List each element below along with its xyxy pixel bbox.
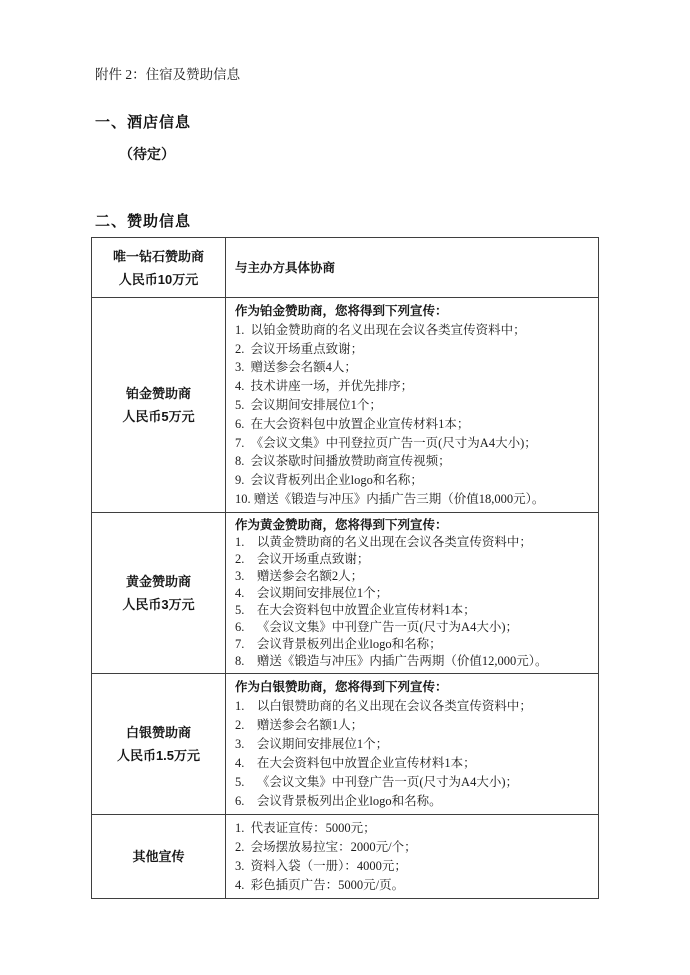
benefit-item: 7. 会议背景板列出企业logo和名称； [235,636,442,651]
detail-cell-other [226,814,599,898]
benefit-item: 2. 赠送参会名额1人； [235,717,364,732]
benefit-item: 10. 赠送《锻造与冲压》内插广告三期（价值18,000元）。 [235,491,545,506]
benefit-item: 2. 会议开场重点致谢； [235,341,364,356]
tier-name: 其他宣传 [132,848,185,864]
hotel-status-text: （待定） [119,146,175,162]
tier-cell-other [92,814,226,898]
detail-cell-silver [226,673,599,814]
attachment-title: 附件 2：住宿及赞助信息 [95,67,241,82]
table-row-gold [92,512,599,673]
tier-name: 白银赞助商 [125,724,191,740]
tier-cell-diamond [92,238,226,298]
sponsorship-table [91,237,599,899]
tier-name: 铂金赞助商 [125,385,191,401]
benefit-item: 1. 以铂金赞助商的名义出现在会议各类宣传资料中； [235,322,526,337]
table-row-silver [92,673,599,814]
tier-price: 人民币3万元 [122,596,195,612]
hotel-section-heading: 一、酒店信息 [95,114,192,131]
detail-cell-diamond [226,238,599,298]
benefit-item: 3. 赠送参会名额4人； [235,360,357,375]
benefit-item: 4. 在大会资料包中放置企业宣传材料1本； [235,755,476,770]
benefit-item: 4. 会议期间安排展位1个； [235,585,389,600]
benefit-header: 作为铂金赞助商，您将得到下列宣传： [235,304,448,318]
benefit-item: 2. 会场摆放易拉宝：2000元/个； [235,839,417,854]
benefit-item: 3. 会议期间安排展位1个； [235,736,389,751]
benefit-item: 3. 资料入袋（一册）：4000元； [235,858,407,873]
benefit-item: 5. 《会议文集》中刊登广告一页(尺寸为A4大小)； [235,774,518,789]
benefit-item: 6. 会议背景板列出企业logo和名称。 [235,793,442,808]
benefit-item: 1. 以黄金赞助商的名义出现在会议各类宣传资料中； [235,534,532,549]
tier-name: 黄金赞助商 [125,573,191,589]
benefit-item: 9. 会议背板列出企业logo和名称； [235,473,423,488]
benefit-item: 5. 在大会资料包中放置企业宣传材料1本； [235,602,476,617]
benefit-item: 1. 以白银赞助商的名义出现在会议各类宣传资料中； [235,698,532,713]
detail-cell-platinum [226,298,599,513]
tier-price: 人民币5万元 [122,408,195,424]
benefit-item: 2. 会议开场重点致谢； [235,551,370,566]
tier-name: 唯一钻石赞助商 [112,248,204,264]
benefit-item: 5. 会议期间安排展位1个； [235,397,382,412]
benefit-item: 3. 赠送参会名额2人； [235,568,364,583]
table-row-platinum [92,298,599,513]
benefit-item: 6. 《会议文集》中刊登广告一页(尺寸为A4大小)； [235,619,518,634]
benefit-header: 作为黄金赞助商，您将得到下列宣传： [235,517,448,532]
sponsor-section-heading: 二、赞助信息 [95,213,192,230]
tier-price: 人民币1.5万元 [116,747,201,763]
table-row-other [92,814,599,898]
benefit-item: 6. 在大会资料包中放置企业宣传材料1本； [235,416,470,431]
detail-cell-gold [226,512,599,673]
benefit-item: 7. 《会议文集》中刊登拉页广告一页(尺寸为A4大小)； [235,435,537,450]
tier-cell-platinum [92,298,226,513]
benefit-item: 8. 会议茶歇时间播放赞助商宣传视频； [235,454,451,469]
benefit-item: 8. 赠送《锻造与冲压》内插广告两期（价值12,000元）。 [235,653,548,668]
benefit-item: 1. 代表证宣传：5000元； [235,820,376,835]
benefit-header: 与主办方具体协商 [235,260,336,275]
tier-cell-silver [92,673,226,814]
benefit-item: 4. 彩色插页广告：5000元/页。 [235,877,405,892]
tier-cell-gold [92,512,226,673]
table-row-diamond [92,238,599,298]
benefit-header: 作为白银赞助商，您将得到下列宣传： [235,679,448,694]
benefit-item: 4. 技术讲座一场，并优先排序； [235,379,414,394]
tier-price: 人民币10万元 [118,271,199,287]
